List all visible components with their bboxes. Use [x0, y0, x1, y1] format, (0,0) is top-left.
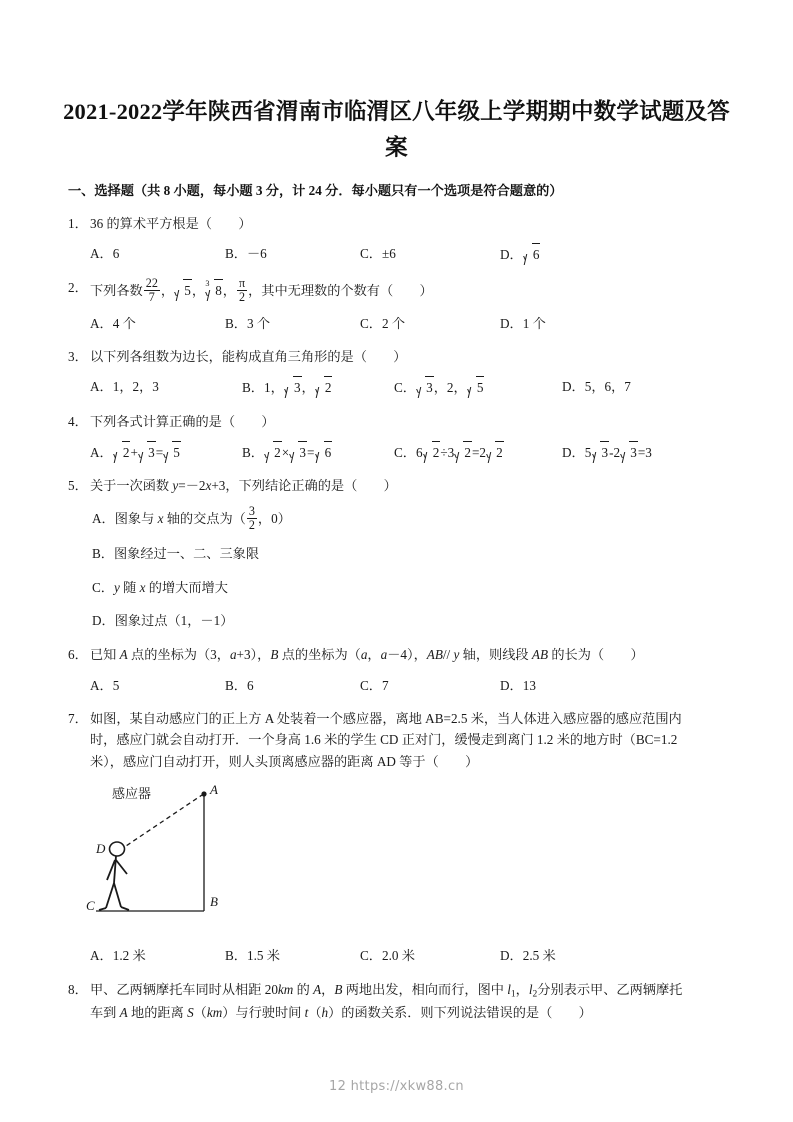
- option-b-text: 6: [246, 677, 254, 693]
- stick-figure-leg-back: [106, 883, 114, 908]
- option-d-label: D．: [500, 247, 523, 263]
- option-c-text: 2.0 米: [381, 948, 415, 964]
- answer-blank: [591, 647, 644, 662]
- option-b-text: 3 个: [246, 315, 271, 331]
- option-d[interactable]: [500, 675, 536, 696]
- page-title: 2021-2022学年陕西省渭南市临渭区八年级上学期期中数学试题及答案: [63, 99, 730, 161]
- point-d-label: D: [96, 841, 106, 857]
- option-a-label: A．: [92, 511, 115, 527]
- point-a-dot: [201, 791, 206, 796]
- question-6-options: [62, 675, 731, 696]
- question-5-number: 5．: [68, 478, 88, 494]
- question-7-figure: [62, 780, 731, 936]
- question-7: [62, 708, 731, 967]
- question-3: [62, 346, 731, 399]
- option-b-text: －6: [246, 246, 267, 262]
- answer-blank: [222, 414, 275, 429]
- question-7-options: [62, 945, 731, 966]
- radical-5: 5: [468, 376, 485, 398]
- question-7-number: 7．: [68, 710, 88, 726]
- option-d-text: 2.5 米: [522, 948, 556, 964]
- option-a-text: 5: [112, 677, 120, 693]
- answer-blank: [354, 349, 407, 364]
- question-5-stem: 5． 关于一次函数 y=－2x+3，下列结论正确的是（ ）: [68, 475, 731, 496]
- question-3-options: [62, 376, 731, 398]
- option-a-label: A．: [90, 948, 113, 964]
- question-4-text: 下列各式计算正确的是: [90, 413, 222, 429]
- option-b[interactable]: B． 2× 3= 6: [242, 441, 394, 463]
- option-d-label: D．: [500, 315, 523, 331]
- option-a-label: A．: [90, 246, 113, 262]
- option-d-label: D．: [92, 612, 115, 628]
- question-8: [62, 979, 731, 1024]
- question-2: [62, 277, 731, 334]
- footer-watermark-url: https://xkw88.cn: [350, 1079, 464, 1094]
- page-footer: [0, 1079, 793, 1094]
- option-d[interactable]: [500, 313, 546, 334]
- radical-3: 3: [285, 376, 302, 398]
- option-c-label: C．: [360, 246, 382, 262]
- radical-6: 6: [524, 243, 541, 265]
- question-1: [62, 213, 731, 266]
- question-4-options: [62, 441, 731, 463]
- option-d-text: 1 个: [522, 315, 546, 331]
- option-d[interactable]: D．5，6，7: [562, 379, 631, 395]
- option-b[interactable]: [225, 945, 360, 966]
- radical-5: 5: [175, 279, 192, 301]
- option-b[interactable]: [225, 313, 360, 334]
- sensor-label: 感应器: [112, 786, 152, 802]
- question-2-text-suffix: ，其中无理数的个数有: [248, 283, 380, 299]
- option-b[interactable]: B．1， 3， 2: [242, 376, 394, 398]
- option-c-label: C．: [92, 579, 114, 595]
- option-d-label: D．: [500, 948, 523, 964]
- option-c-text: 7: [381, 677, 389, 693]
- option-a[interactable]: [90, 243, 225, 265]
- option-b[interactable]: B．图象经过一、二、三象限: [92, 546, 260, 562]
- fraction-3-2: $\frac{3}{2}$: [248, 504, 255, 533]
- option-a-text: 6: [112, 246, 120, 262]
- stick-figure-head: [110, 842, 125, 856]
- question-8-number: 8．: [68, 981, 88, 997]
- sensor-door-diagram: [84, 780, 364, 930]
- fraction-22-7: $\frac{22}{7}$: [145, 276, 158, 305]
- option-c-label: C．: [394, 444, 416, 460]
- option-c[interactable]: [360, 945, 500, 966]
- option-b-label: B．: [225, 246, 247, 262]
- stick-figure-arm-front: [116, 860, 127, 874]
- option-b-label: B．: [242, 444, 264, 460]
- question-6-number: 6．: [68, 647, 88, 663]
- option-c-label: C．: [360, 315, 382, 331]
- section-heading: 一、选择题（共 8 小题，每小题 3 分，计 24 分．每小题只有一个选项是符合题意的）: [68, 182, 563, 198]
- option-b-label: B．: [225, 677, 247, 693]
- question-7-line-3: 米），感应门自动打开，则人头顶离感应器的距离 AD 等于: [90, 753, 426, 769]
- option-d[interactable]: [500, 945, 556, 966]
- answer-blank: [344, 478, 397, 493]
- question-2-stem: 2． 下列各数 $\frac{22}{7}$ ， 5， 3 8， $\frac{\pi}{2}$ ，其中无理数的个数有（ ）: [68, 277, 731, 304]
- option-a[interactable]: A． 2+ 3= 5: [90, 441, 242, 463]
- option-c-text: ±6: [381, 246, 396, 262]
- stick-figure-foot-back: [99, 908, 106, 910]
- radical-2: 2: [316, 376, 333, 398]
- option-a[interactable]: A．1，2，3: [90, 379, 159, 395]
- option-a-label: A．: [90, 379, 113, 395]
- option-a-text: 1.2 米: [112, 948, 146, 964]
- footer-page-number: 12: [329, 1079, 347, 1094]
- question-1-text: 36 的算术平方根是: [90, 215, 199, 231]
- option-c[interactable]: C．6 2÷3 2=2 2: [394, 441, 562, 463]
- option-b-label: B．: [242, 380, 264, 396]
- option-a[interactable]: A．图象与 x 轴的交点为（ $\frac{3}{2}$ ，0）: [92, 504, 291, 533]
- option-a-text: 4 个: [112, 315, 136, 331]
- answer-blank: [426, 754, 479, 769]
- option-d-text: 13: [522, 677, 536, 693]
- option-c[interactable]: C． 3，2， 5: [394, 376, 562, 398]
- stick-figure-foot-front: [121, 907, 129, 910]
- question-8-stem: 8． 甲、乙两辆摩托车同时从相距 20km 的 A，B 两地出发，相向而行，图中 $l_1$，$l_2$分别表示甲、乙两辆摩托 车到 A 地的距离 S（km）与行驶时间 t（h）的函数关系．则下列说法错误的是（ ）: [68, 979, 731, 1024]
- answer-blank: [539, 1005, 592, 1020]
- option-a[interactable]: [90, 313, 225, 334]
- option-a[interactable]: [90, 945, 225, 966]
- option-b[interactable]: [225, 243, 360, 265]
- answer-blank: [380, 283, 433, 298]
- option-c-label: C．: [360, 948, 382, 964]
- question-1-number: 1．: [68, 215, 88, 231]
- option-d[interactable]: D．图象过点（1，－1）: [92, 612, 234, 628]
- option-c-label: C．: [394, 380, 416, 396]
- point-b-label: B: [210, 894, 218, 910]
- option-d-label: D．: [500, 677, 523, 693]
- option-d[interactable]: [500, 243, 540, 265]
- option-b-label: B．: [92, 546, 114, 562]
- option-d-label: D．: [562, 444, 585, 460]
- option-c-text: 2 个: [381, 315, 406, 331]
- option-c[interactable]: [360, 243, 500, 265]
- question-2-options: [62, 313, 731, 334]
- question-7-line-1: 如图，某自动感应门的正上方 A 处装着一个感应器，离地 AB=2.5 米，当人体进入感应器的感应范围内: [90, 710, 682, 726]
- point-a-label: A: [210, 782, 218, 798]
- question-5-options: [62, 505, 731, 632]
- fraction-pi-2: $\frac{\pi}{2}$: [238, 276, 246, 305]
- question-6-stem: 6． 已知 A 点的坐标为（3，a+3），B 点的坐标为（a，a－4），AB// y 轴，则线段 AB 的长为（ ）: [68, 644, 731, 665]
- question-7-line-2: 时，感应门就会自动打开．一个身高 1.6 米的学生 CD 正对门，缓慢走到离门 1.2 米的地方时（BC=1.2: [90, 732, 678, 748]
- option-b-label: B．: [225, 948, 247, 964]
- option-d-label: D．: [562, 379, 585, 395]
- stick-figure-leg-front: [114, 883, 121, 907]
- question-1-options: [62, 243, 731, 265]
- option-b-label: B．: [225, 315, 247, 331]
- option-c[interactable]: [360, 675, 500, 696]
- question-4: [62, 411, 731, 464]
- question-6: [62, 644, 731, 696]
- option-c[interactable]: [360, 313, 500, 334]
- answer-blank: [199, 216, 252, 231]
- line-da-dashed: [120, 795, 202, 850]
- option-a-label: A．: [90, 677, 113, 693]
- question-4-number: 4．: [68, 413, 88, 429]
- question-1-stem: [68, 213, 731, 234]
- option-a-label: A．: [90, 444, 113, 460]
- question-5: [62, 475, 731, 632]
- cube-root-8: 3 8: [206, 279, 223, 301]
- option-a-label: A．: [90, 315, 113, 331]
- question-2-text-prefix: 下列各数: [90, 283, 143, 299]
- question-3-number: 3．: [68, 349, 88, 365]
- question-4-stem: [68, 411, 731, 432]
- radical-3: 3: [417, 376, 434, 398]
- option-c-label: C．: [360, 677, 382, 693]
- question-3-text: 以下列各组数为边长，能构成直角三角形的是: [90, 349, 354, 365]
- option-d[interactable]: D．5 3-2 3=3: [562, 441, 652, 463]
- option-c[interactable]: C．y 随 x 的增大而增大: [92, 579, 228, 595]
- question-2-number: 2．: [68, 280, 88, 296]
- question-3-stem: [68, 346, 731, 367]
- question-7-stem: [68, 708, 731, 772]
- point-c-label: C: [86, 898, 95, 914]
- option-b[interactable]: [225, 675, 360, 696]
- option-a[interactable]: [90, 675, 225, 696]
- option-b-text: 1.5 米: [246, 948, 280, 964]
